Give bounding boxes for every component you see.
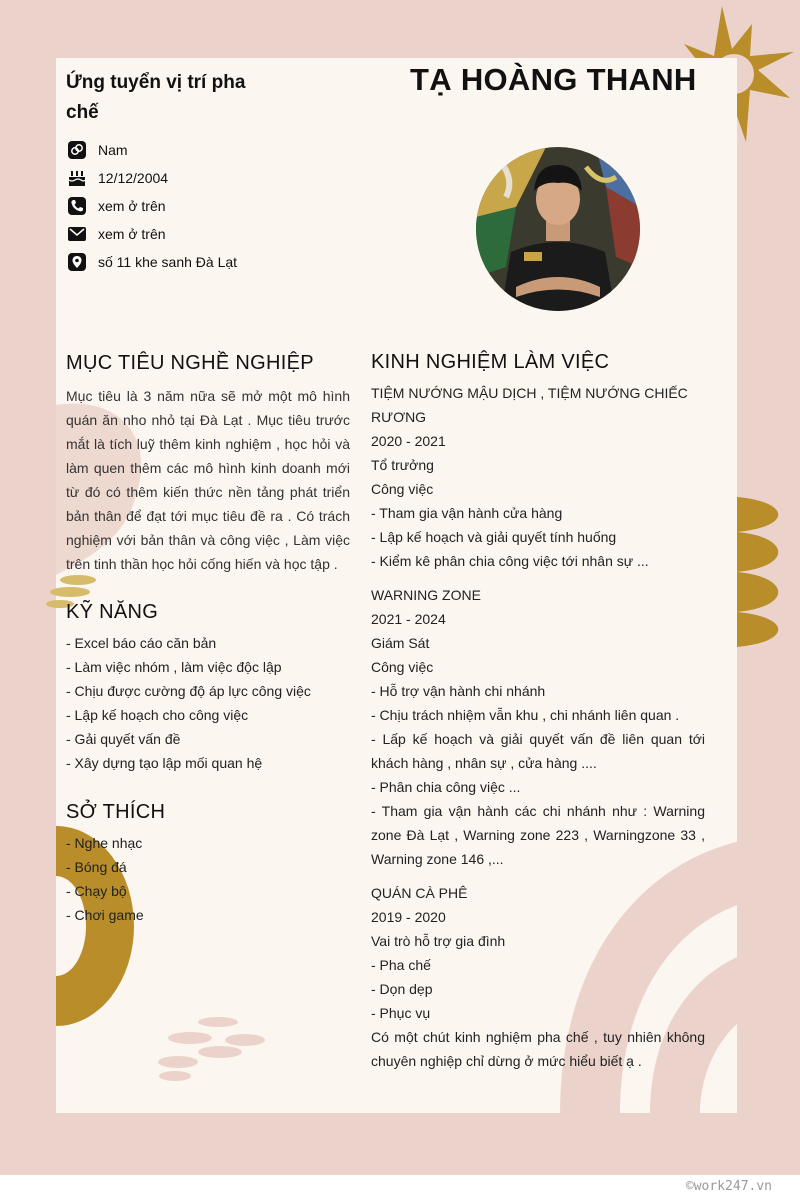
birthday-cake-icon <box>66 167 88 189</box>
watermark: ©work247.vn <box>685 1179 772 1194</box>
job-3 <box>371 881 705 1073</box>
phone-icon <box>66 195 88 217</box>
job-2 <box>371 583 705 871</box>
hobby-item: - Chạy bộ <box>66 883 127 899</box>
skills-title: KỸ NĂNG <box>66 601 159 623</box>
job-detail: - Lập kế hoạch và giải quyết tính huống <box>371 529 617 545</box>
job-period: 2020 - 2021 <box>371 433 446 449</box>
job-label: Công việc <box>371 481 434 497</box>
job-detail: - Kiểm kê phân chia công việc tới nhân sự ... <box>371 553 649 569</box>
job-detail: - Phục vụ <box>371 1005 431 1021</box>
email-icon <box>66 223 88 245</box>
profile-photo <box>476 147 640 311</box>
job-detail: - Tham gia vận hành các chi nhánh như : Warning zone Đà Lạt , Warning zone 223 , Warningzone 33 , Warning zone 146 ,... <box>371 803 705 867</box>
hobbies-title: SỞ THÍCH <box>66 801 166 823</box>
job-company: QUÁN CÀ PHÊ <box>371 885 468 901</box>
job-detail: - Phân chia công việc ... <box>371 779 521 795</box>
gold-scallop-decoration <box>737 497 780 647</box>
hobbies-list <box>66 831 144 927</box>
job-period: 2021 - 2024 <box>371 611 446 627</box>
job-label: Công việc <box>371 659 434 675</box>
job-detail: - Pha chế <box>371 957 431 973</box>
job-detail: - Lấp kế hoạch và giải quyết vấn đề liên quan tới khách hàng , nhân sự , cửa hàng .... <box>371 731 705 771</box>
skill-item: - Lập kế hoạch cho công việc <box>66 707 249 723</box>
desired-position: Ứng tuyển vị trí pha chế <box>66 72 246 123</box>
job-1 <box>371 381 705 573</box>
skill-item: - Chịu được cường độ áp lực công việc <box>66 683 311 699</box>
skill-item: - Xây dựng tạo lập mối quan hệ <box>66 755 263 771</box>
job-role: Tổ trưởng <box>371 457 434 473</box>
experience-title: KINH NGHIỆM LÀM VIỆC <box>371 351 610 373</box>
skill-item: - Làm việc nhóm , làm việc độc lập <box>66 659 282 675</box>
job-detail: - Tham gia vận hành cửa hàng <box>371 505 563 521</box>
contact-address <box>66 250 237 274</box>
objective-title: MỤC TIÊU NGHỀ NGHIỆP <box>66 352 314 374</box>
hobby-item: - Bóng đá <box>66 859 127 875</box>
skill-item: - Gải quyết vấn đề <box>66 731 181 747</box>
job-detail: - Hỗ trợ vận hành chi nhánh <box>371 683 546 699</box>
job-detail: - Chịu trách nhiệm vẫn khu , chi nhánh liên quan . <box>371 707 680 723</box>
job-role: Giám Sát <box>371 635 430 651</box>
contact-gender <box>66 138 128 162</box>
contact-birthday-value: 12/12/2004 <box>98 170 169 186</box>
contact-email <box>66 222 166 246</box>
contact-gender-value: Nam <box>98 142 128 158</box>
contact-phone-value: xem ở trên <box>98 198 166 214</box>
hobby-item: - Nghe nhạc <box>66 835 143 851</box>
job-detail: - Dọn dẹp <box>371 981 433 997</box>
job-period: 2019 - 2020 <box>371 909 446 925</box>
blush-spots-decoration <box>150 1012 270 1087</box>
job-company: TIỆM NƯỚNG MẬU DỊCH , TIỆM NƯỚNG CHIẾC RƯƠNG <box>371 385 688 425</box>
skill-item: - Excel báo cáo căn bản <box>66 635 217 651</box>
contact-phone <box>66 194 166 218</box>
contact-email-value: xem ở trên <box>98 226 166 242</box>
contact-birthday <box>66 166 168 190</box>
objective-text: Mục tiêu là 3 năm nữa sẽ mở một mô hình quán ăn nho nhỏ tại Đà Lạt . Mục tiêu trước mắt là tích luỹ thêm kinh nghiệm , học hỏi và làm quen thêm các mô hình kinh doanh mới từ đó có thêm kiến thức nền tảng phát triển bản thân để đạt tới mục tiêu đề ra . Có trách nghiệm với bản thân và công việc , Làm việc trên tinh thần học hỏi cống hiến và học tập . <box>66 388 350 572</box>
contact-address-value: số 11 khe sanh Đà Lạt <box>98 254 238 270</box>
gender-icon <box>66 139 88 161</box>
job-company: WARNING ZONE <box>371 587 481 603</box>
job-detail: Có một chút kinh nghiệm pha chế , tuy nhiên không chuyên nghiệp chỉ dừng ở mức hiểu biết ạ . <box>371 1029 705 1069</box>
job-role: Vai trò hỗ trợ gia đình <box>371 933 506 949</box>
candidate-name: TẠ HOÀNG THANH <box>410 62 697 97</box>
hobby-item: - Chơi game <box>66 907 144 923</box>
location-pin-icon <box>66 251 88 273</box>
skills-list <box>66 631 311 775</box>
